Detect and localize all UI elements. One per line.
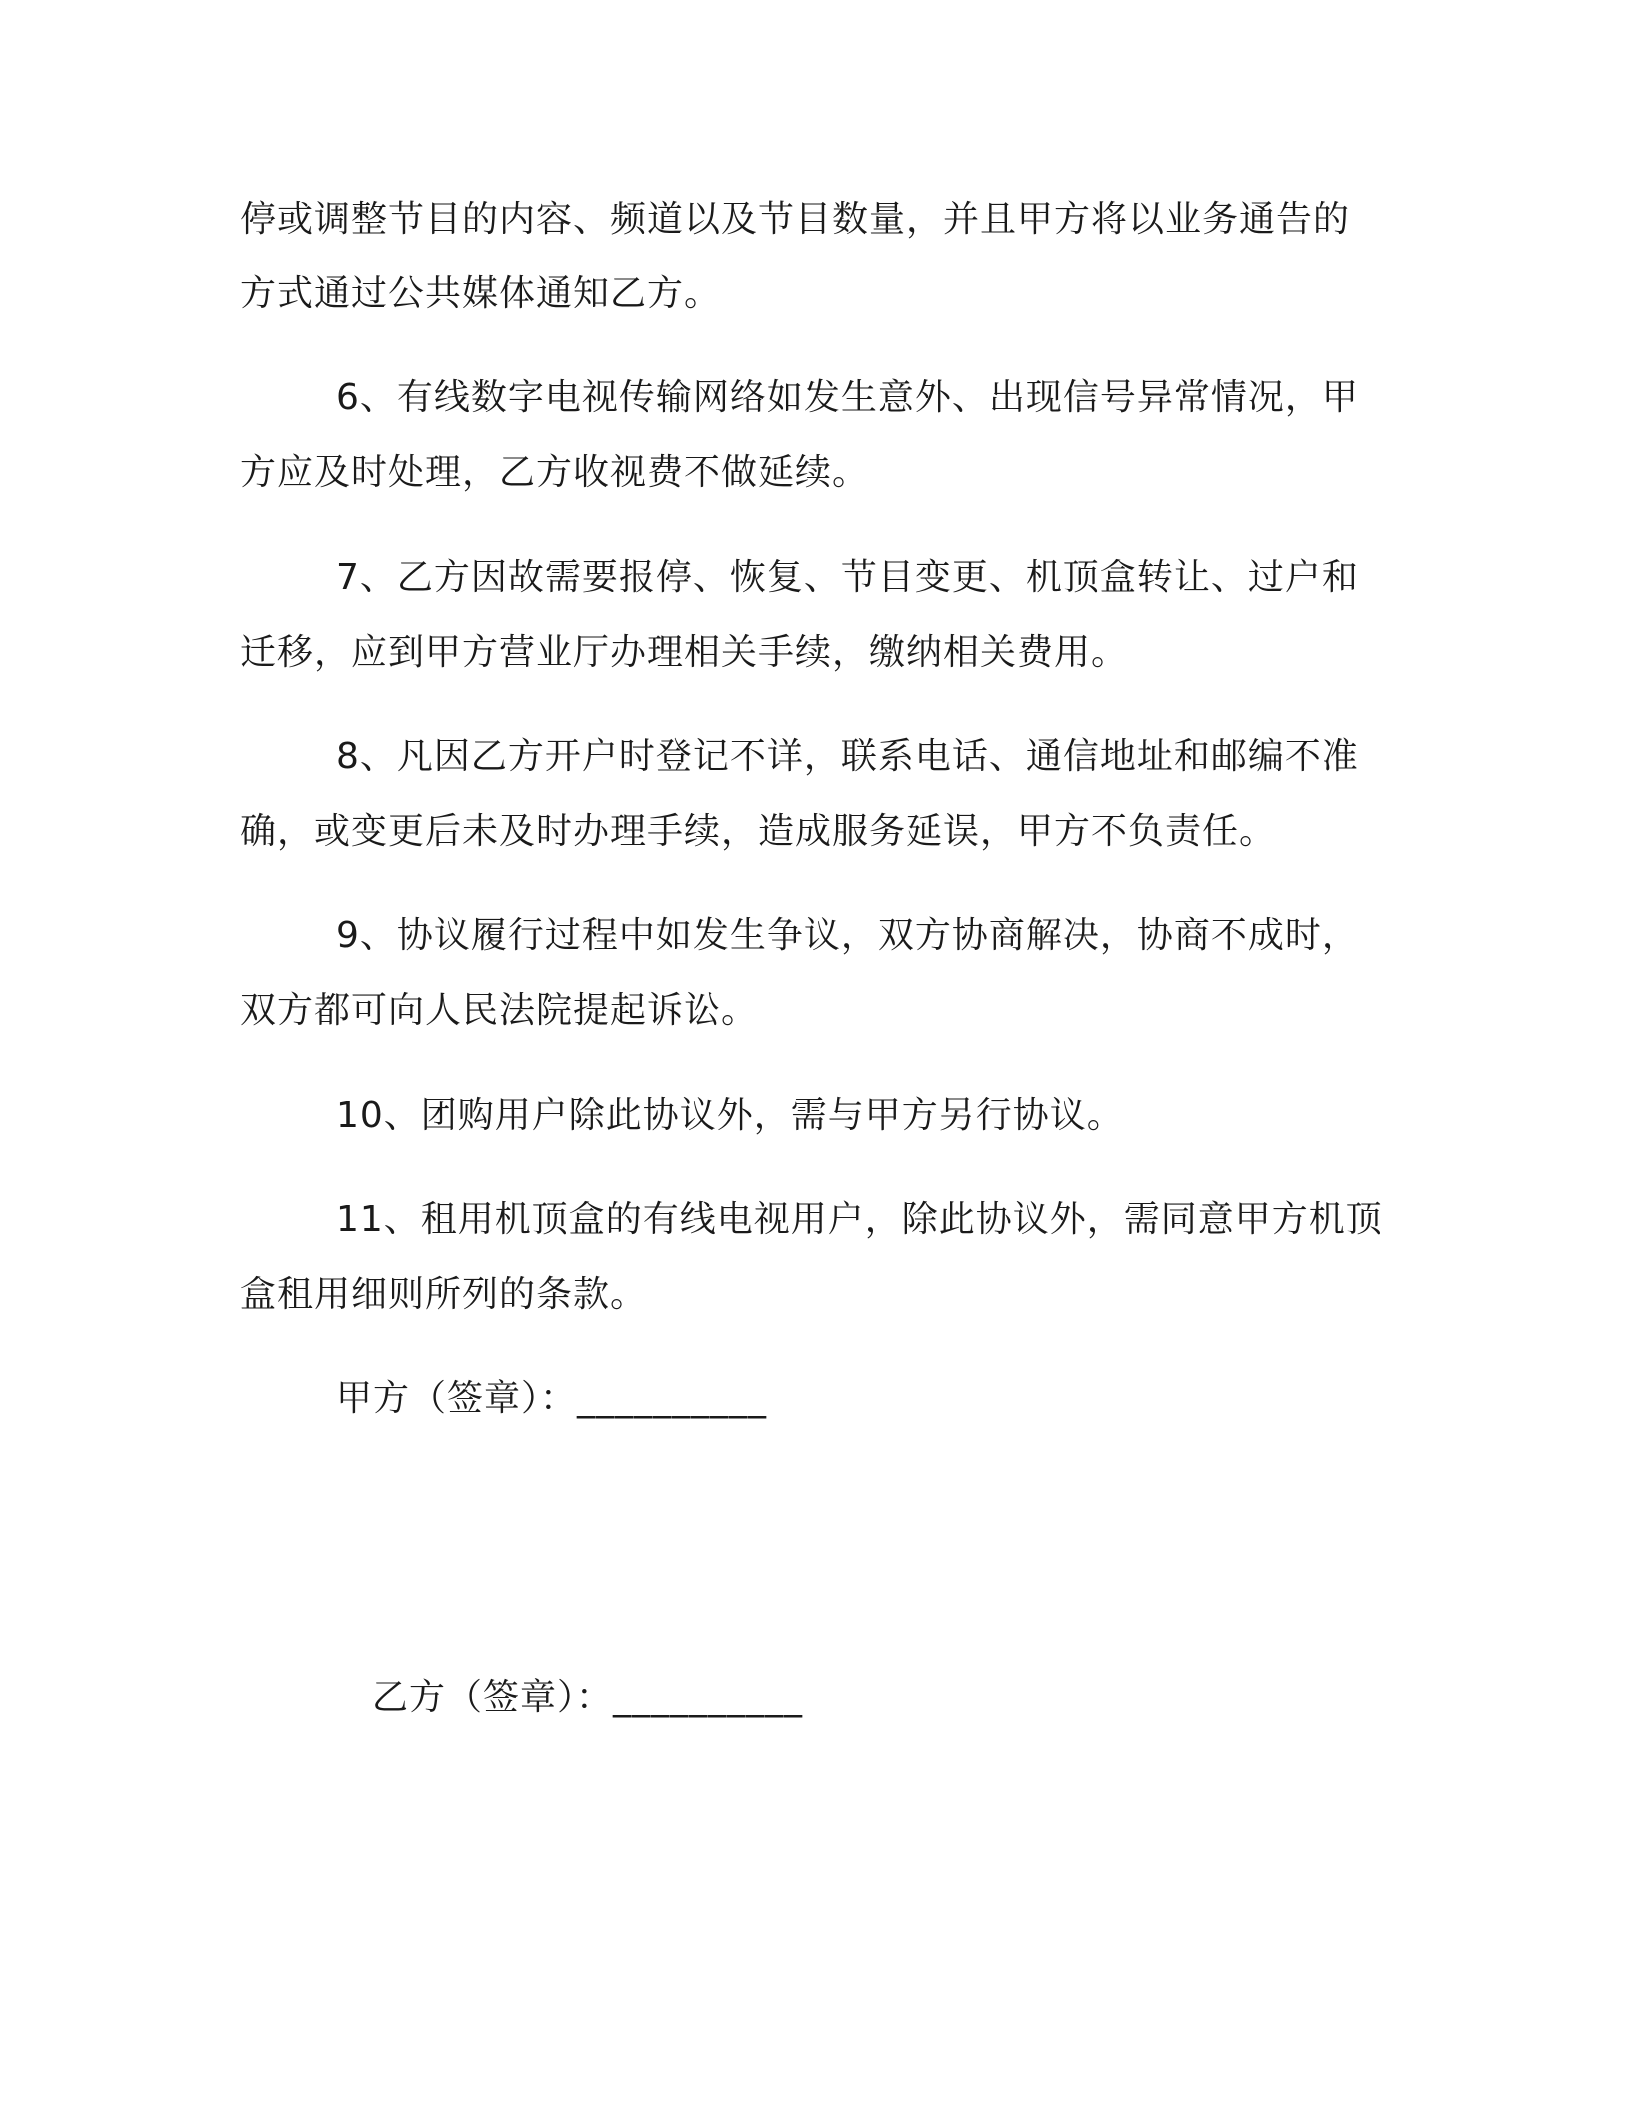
paragraph-5-line-2: 停或调整节目的内容、频道以及节目数量，并且甲方将以业务通告的 xyxy=(240,199,1351,240)
paragraph-8-line-2: 确，或变更后未及时办理手续，造成服务延误，甲方不负责任。 xyxy=(240,811,1277,852)
party-b-signature: 乙方（签章）：__________ xyxy=(372,1677,804,1718)
paragraph-8-line-1: 8、凡因乙方开户时登记不详，联系电话、通信地址和邮编不准 xyxy=(336,736,1359,777)
paragraph-5-line-3: 方式通过公共媒体通知乙方。 xyxy=(240,273,722,314)
paragraph-9-line-1: 9、协议履行过程中如发生争议，双方协商解决，协商不成时， xyxy=(336,915,1359,956)
paragraph-6-line-1: 6、有线数字电视传输网络如发生意外、出现信号异常情况，甲 xyxy=(336,377,1359,418)
party-a-signature: 甲方（签章）：__________ xyxy=(336,1378,768,1419)
paragraph-6-line-2: 方应及时处理，乙方收视费不做延续。 xyxy=(240,452,870,493)
paragraph-11-line-1: 11、租用机顶盒的有线电视用户，除此协议外，需同意甲方机顶 xyxy=(336,1199,1383,1240)
paragraph-10-line-1: 10、团购用户除此协议外，需与甲方另行协议。 xyxy=(336,1095,1124,1136)
paragraph-9-line-2: 双方都可向人民法院提起诉讼。 xyxy=(240,990,759,1031)
paragraph-7-line-1: 7、乙方因故需要报停、恢复、节目变更、机顶盒转让、过户和 xyxy=(336,557,1359,598)
paragraph-11-line-2: 盒租用细则所列的条款。 xyxy=(240,1274,648,1315)
paragraph-7-line-2: 迁移，应到甲方营业厅办理相关手续，缴纳相关费用。 xyxy=(240,632,1129,673)
